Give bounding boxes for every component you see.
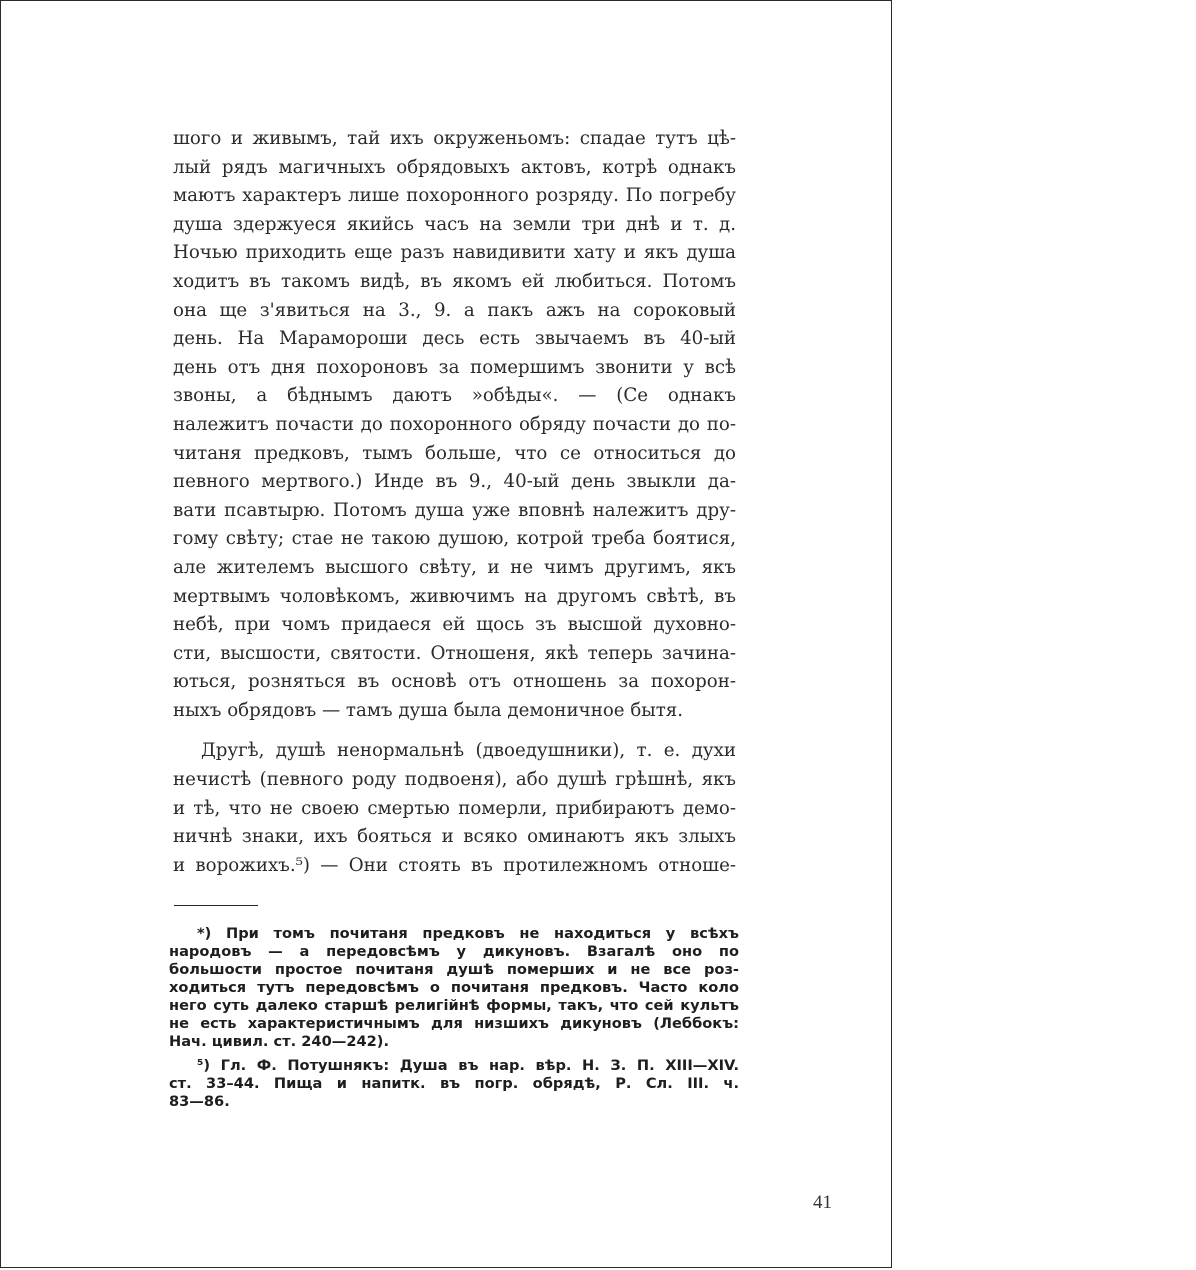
footnote-line: ходиться тутъ передовсѣмъ о почитаня предковъ. Часто коло [169, 979, 739, 996]
footnote-line: 83—86. [169, 1093, 230, 1110]
footnote-line: ст. 33–44. Пища и напитк. въ погр. обрядѣ, Р. Сл. III. ч. [169, 1075, 739, 1092]
text-line: ничнѣ знаки, ихъ бояться и всяко оминаютъ якъ злыхъ [173, 826, 736, 848]
footnote-line: Нач. цивил. ст. 240—242). [169, 1033, 389, 1050]
page-number: 41 [813, 1192, 832, 1213]
text-line: але жителемъ высшого свѣту, и не чимъ другимъ, якъ [173, 556, 736, 578]
main-text [173, 125, 736, 880]
footnote-line: народовъ — а передовсѣмъ у дикуновъ. Взагалѣ оно по [169, 943, 739, 960]
text-line: день отъ дня похороновъ за помершимъ звонити у всѣ [173, 356, 736, 378]
text-line: Другѣ, душѣ ненормальнѣ (двоедушники), т. е. духи [201, 740, 736, 762]
footnote-line: ⁵) Гл. Ф. Потушнякъ: Душа въ нар. вѣр. Н. З. П. XIII—XIV. [197, 1057, 739, 1074]
text-line: она ще з'явиться на 3., 9. а пакъ ажъ на сороковый [173, 299, 736, 321]
text-line: маютъ характеръ лише похоронного розряду. По погребу [173, 185, 736, 207]
text-line: належитъ почасти до похоронного обряду почасти до по- [173, 413, 736, 435]
paragraph-1 [173, 125, 736, 725]
text-line: гому свѣту; стае не такою душою, котрой треба боятися, [173, 528, 736, 550]
text-line: шого и живымъ, тай ихъ окруженьомъ: спадае тутъ цѣ- [173, 128, 736, 149]
footnote-2 [169, 1057, 739, 1111]
footnotes [169, 925, 739, 1111]
footnote-1 [169, 925, 739, 1051]
text-line: певного мертвого.) Инде въ 9., 40-ый день звыкли да- [173, 471, 736, 493]
text-line: лый рядъ магичныхъ обрядовыхъ актовъ, котрѣ однакъ [173, 156, 736, 178]
text-line: небѣ, при чомъ придаеся ей щось зъ высшой духовно- [173, 614, 736, 636]
text-line: нечистѣ (певного роду подвоеня), або душѣ грѣшнѣ, якъ [173, 769, 736, 791]
paragraph-2 [173, 737, 736, 880]
text-line: ныхъ обрядовъ — тамъ душа была демоничное бытя. [173, 699, 684, 721]
text-line: и ворожихъ.⁵) — Они стоять въ протилежномъ отноше- [173, 854, 736, 876]
text-line: день. На Марамороши десь есть звычаемъ въ 40-ый [173, 328, 736, 350]
footnote-separator [174, 905, 258, 906]
text-line: ходитъ въ такомъ видѣ, въ якомъ ей любиться. Потомъ [173, 270, 736, 292]
text-line: Ночью приходить еще разъ навидивити хату и якъ душа [173, 242, 736, 264]
footnote-line: *) При томъ почитаня предковъ не находиться у всѣхъ [197, 925, 739, 942]
footnote-line: него суть далеко старшѣ религійнѣ формы, такъ, что сей культъ [169, 997, 739, 1014]
text-line: читаня предковъ, тымъ больше, что се относиться до [173, 442, 736, 464]
text-line: сти, высшости, святости. Отношеня, якѣ теперь зачина- [173, 642, 736, 664]
text-line: душа здержуеся якийсь часъ на земли три днѣ и т. д. [173, 213, 736, 235]
text-line: звоны, а бѣднымъ даютъ »обѣды«. — (Се однакъ [173, 385, 736, 407]
footnote-line: не есть характеристичнымъ для низшихъ дикуновъ (Леббокъ: [169, 1015, 739, 1032]
text-line: вати псавтырю. Потомъ душа уже вповнѣ належитъ дру- [173, 499, 736, 521]
text-line: ються, розняться въ основѣ отъ отношень за похорон- [173, 671, 736, 693]
text-line: и тѣ, что не своею смертью померли, прибираютъ демо- [173, 797, 736, 819]
footnote-line: большости простое почитаня душѣ померших и не все роз- [169, 961, 739, 978]
text-line: мертвымъ чоловѣкомъ, живючимъ на другомъ свѣтѣ, въ [173, 585, 736, 607]
